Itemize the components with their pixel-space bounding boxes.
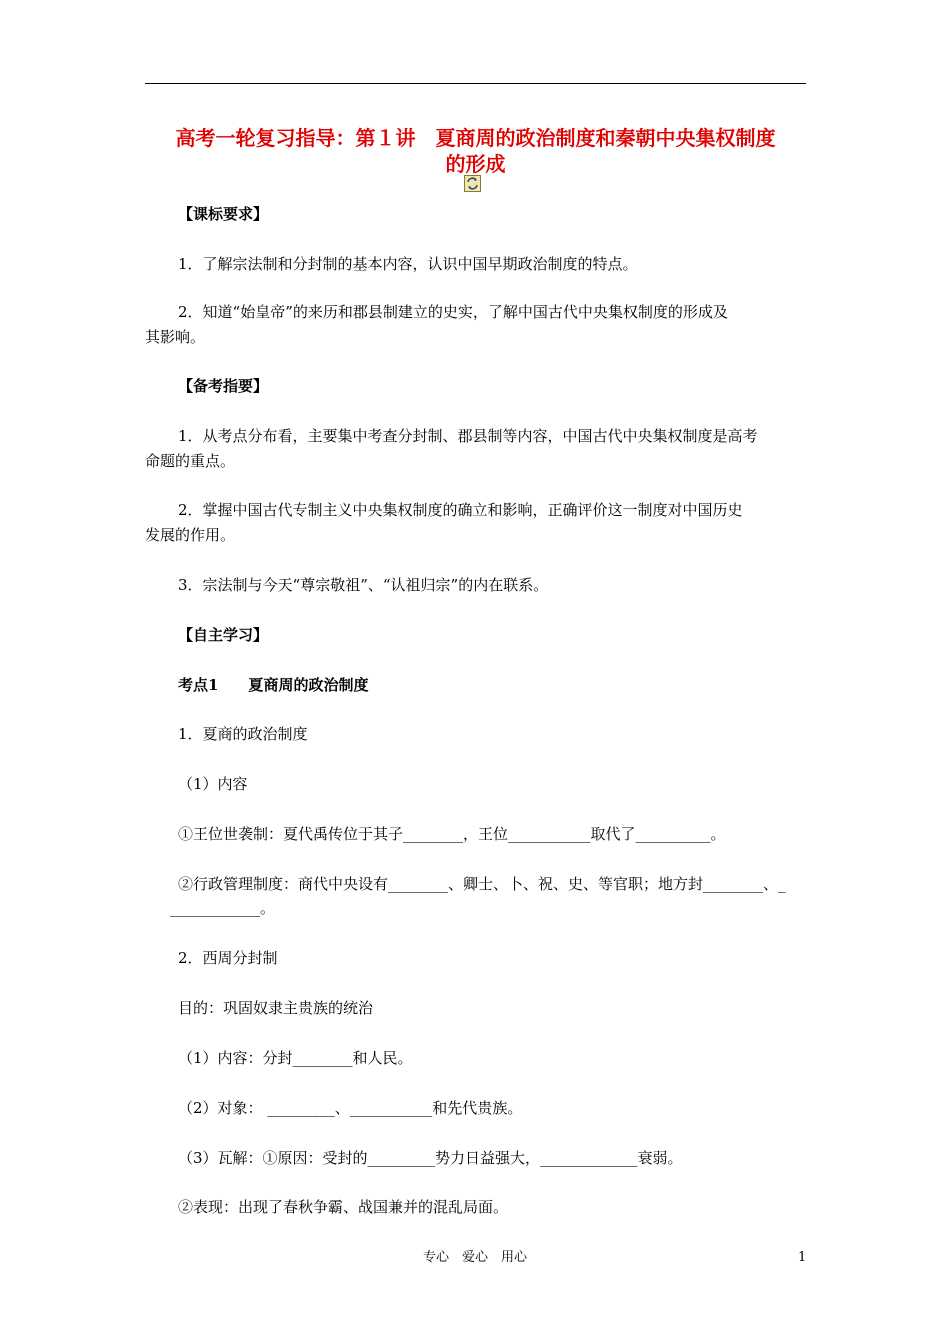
kebiao-item-2-line2: 其影响。: [145, 328, 206, 346]
kebiao-item-1: 1．了解宗法制和分封制的基本内容，认识中国早期政治制度的特点。: [178, 255, 638, 273]
zizhu-line-6: 目的：巩固奴隶主贵族的统治: [178, 999, 374, 1017]
zizhu-line-5: 2．西周分封制: [178, 949, 278, 967]
section-heading-beikao: 【备考指要】: [178, 377, 269, 395]
beikao-item-1-line1: 1．从考点分布看，主要集中考查分封制、郡县制等内容，中国古代中央集权制度是高考: [178, 427, 758, 445]
kebiao-item-2-line1: 2．知道“始皇帝”的来历和郡县制建立的史实，了解中国古代中央集权制度的形成及: [178, 303, 728, 321]
zizhu-line-3: ①王位世袭制：夏代禹传位于其子________，王位___________取代了__________。: [178, 825, 726, 843]
section-heading-kebiao: 【课标要求】: [178, 205, 269, 223]
zizhu-line-1: 1．夏商的政治制度: [178, 725, 308, 743]
section-heading-zizhu: 【自主学习】: [178, 626, 269, 644]
zizhu-line-8: （2）对象： _________、___________和先代贵族。: [178, 1099, 523, 1117]
zizhu-line-7: （1）内容：分封________和人民。: [178, 1049, 413, 1067]
refresh-icon[interactable]: [464, 175, 481, 192]
zizhu-line-2: （1）内容: [178, 775, 248, 793]
beikao-item-2-line2: 发展的作用。: [145, 526, 236, 544]
doc-title-line1: 高考一轮复习指导：第１讲 夏商周的政治制度和秦朝中央集权制度: [175, 126, 776, 150]
page-footer: 专心 爱心 用心: [422, 1250, 527, 1265]
kaodian-heading: 考点1 夏商周的政治制度: [178, 676, 369, 694]
zizhu-line-9: （3）瓦解：①原因：受封的_________势力日益强大，_____________衰弱。: [178, 1149, 683, 1167]
zizhu-line-4-line1: ②行政管理制度：商代中央设有________、卿士、卜、祝、史、等官职；地方封________、_: [178, 875, 786, 893]
beikao-item-1-line2: 命题的重点。: [145, 452, 236, 470]
zizhu-line-10: ②表现：出现了春秋争霸、战国兼并的混乱局面。: [178, 1198, 509, 1216]
page-number: 1: [798, 1250, 807, 1265]
header-rule: [145, 83, 806, 84]
zizhu-line-4-line2: ____________。: [170, 899, 276, 917]
beikao-item-3: 3．宗法制与今天“尊宗敬祖”、“认祖归宗”的内在联系。: [178, 576, 549, 594]
beikao-item-2-line1: 2．掌握中国古代专制主义中央集权制度的确立和影响，正确评价这一制度对中国历史: [178, 501, 743, 519]
doc-title-line2: 的形成: [445, 152, 506, 176]
